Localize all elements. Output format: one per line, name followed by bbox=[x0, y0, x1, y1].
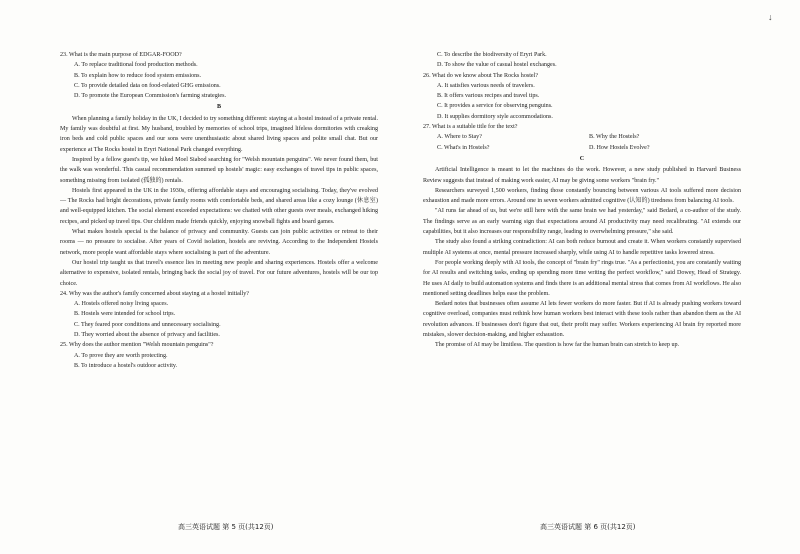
left_column-para-10: Our hostel trip taught us that travel's essence lies in meeting new people and sharing experiences. Hostels offer a welcome alternative to expensive, isolated rentals, bringing back the social joy of travel. For our future adventures, hostels will be our top choice. bbox=[60, 259, 378, 287]
passage-c-paragraph: Bedard notes that businesses often assume AI lets fewer workers do more faster. But if AI is already pushing workers toward cognitive overload, companies must rethink how human workers best interact with these tools rather than abandon them as the AI revolution advances. If businesses don't figure that out, their profit may suffer. Workers experiencing AI brain fry reported more mistakes, slower decision-making, and higher exhaustion. bbox=[423, 301, 741, 339]
left_column-opt-3: C. To provide detailed data on food-related GHG emissions. bbox=[74, 82, 221, 89]
passage-c-paragraph: The study also found a striking contradiction: AI can both reduce burnout and create it. When workers constantly supervised multiple AI systems at once, mental pressure increased sharply, while using AI to handle repetitive tasks lowered stress. bbox=[423, 239, 741, 256]
footer-page-5: 高三英语试题 第 5 页(共12页) bbox=[178, 523, 274, 531]
left_column-para-9: What makes hostels special is the balance of privacy and community. Guests can join public activities or retreat to their rooms — no pressure to socialise. After years of Covid isolation, hostels are reviving. According to the Independent Hostels network, more people want affordable stays where socialising is part of the adventure. bbox=[60, 229, 378, 256]
left_column-opt-4: D. To promote the European Commission's farming strategies. bbox=[74, 93, 227, 100]
passage-c-paragraph: Researchers surveyed 1,500 workers, finding those constantly bouncing between various AI tools suffered more decision exhaustion and made more errors. Around one in seven workers admitted cognitive (认知的) tiredness from balancing AI tools. bbox=[423, 187, 741, 205]
q27-options-row-1 bbox=[437, 132, 741, 142]
passage-c-paragraph: Artificial Intelligence is meant to let the machines do the work. However, a new study published in Harvard Business Review suggests that instead of making work easier, AI may be giving some workers "brain fry." bbox=[423, 167, 741, 184]
left_column-q-0: 23. What is the main purpose of EDGAR-FOOD? bbox=[60, 52, 182, 58]
left_column-opt-1: A. To replace traditional food production methods. bbox=[74, 62, 198, 69]
q27-options-row-2 bbox=[437, 143, 741, 153]
left-column bbox=[60, 50, 378, 520]
right_column_top-opt-3: A. It satisfies various needs of travelers. bbox=[437, 82, 535, 89]
right_column_top-opt-1: D. To show the value of casual hostel exchanges. bbox=[437, 62, 557, 69]
q27-option-b: B. Why the Hostels? bbox=[589, 134, 640, 141]
left_column-opt-2: B. To explain how to reduce food system emissions. bbox=[74, 72, 202, 79]
right_column_top-q-2: 26. What do we know about The Rocks hostel? bbox=[423, 72, 539, 79]
left_column-opt-15: D. They worried about the absence of privacy and facilities. bbox=[74, 332, 220, 339]
left_column-para-6: When planning a family holiday in the UK, I decided to try something different: staying at a hostel instead of a private rental. My family was doubtful at first. My husband, troubled by memories of school trips, imagined lifeless dormitories with creaking iron beds and cold public spaces and our sons were unenthusiastic about shared living spaces and polite small chat. But our experience at The Rocks hostel in Eryri National Park changed everything. bbox=[60, 115, 378, 153]
left_column-para-8: Hostels first appeared in the UK in the 1930s, offering affordable stays and encouraging socialising. Today, they've evolved — The Rocks had bright decorations, private family rooms with comfortable beds, and shared areas like a cozy lounge (休息室) and well-equipped kitchen. The social element exceeded expectations: we chatted with other guests over meals, exchanged hiking recipes, and picked up travel tips. Our children made friends quickly, enjoying snowball fights and board games. bbox=[60, 187, 378, 225]
footer-page-6: 高三英语试题 第 6 页(共12页) bbox=[540, 523, 636, 531]
left_column-q-11: 24. Why was the author's family concerned about staying at a hostel initially? bbox=[60, 290, 249, 297]
left_column-opt-18: B. To introduce a hostel's outdoor activity. bbox=[74, 362, 178, 369]
right_column_top-q-7: 27. What is a suitable title for the text? bbox=[423, 124, 518, 131]
left_column-para-7: Inspired by a fellow guest's tip, we hiked Moel Siabod searching for "Welsh mountain penguins". We never found them, but the walk was wonderful. This casual recommendation summed up hostels' magic: easy exchanges of travel tips in public spaces, something missing from isolated (孤独的) rentals. bbox=[60, 156, 378, 184]
right_column_top-opt-5: C. It provides a service for observing penguins. bbox=[437, 103, 553, 110]
left_column-q-16: 25. Why does the author mention "Welsh mountain penguins"? bbox=[60, 342, 214, 349]
corner-mark: ↓ bbox=[768, 12, 773, 22]
passage-c-paragraph: "AI runs far ahead of us, but we're still here with the same brain we had yesterday," said Bedard, a co-author of the study. The findings serve as an early warning sign that expectations around AI productivity may need recalibrating. "AI extends our capabilities, but it also increases our responsibility range, leading to overwhelming pressure," she said. bbox=[423, 208, 741, 236]
left_column-opt-13: B. Hostels were intended for school trips. bbox=[74, 311, 176, 318]
passage-c-paragraph: The promise of AI may be limitless. The question is how far the human brain can stretch to keep up. bbox=[435, 342, 680, 349]
left_column-opt-12: A. Hostels offered noisy living spaces. bbox=[74, 301, 169, 308]
right-column bbox=[423, 50, 741, 520]
q27-option-a: A. Where to Stay? bbox=[437, 134, 482, 141]
passage-c-paragraph: For people working deeply with AI tools, the concept of "brain fry" rings true. "As a perfectionist, you are constantly waiting for AI results and switching tasks, ending up spending more time writing the perfect workflow," said Dowey, Head of Strategy. He uses AI daily to build automation systems and finds there is an additional mental stress that comes from AI workflows. He also mentioned setting deadlines helps ease the problem. bbox=[423, 259, 741, 297]
right_column_top-opt-0: C. To describe the biodiversity of Eryri Park. bbox=[437, 52, 547, 58]
right_column_top-opt-4: B. It offers various recipes and travel tips. bbox=[437, 93, 540, 100]
section-heading-c: C bbox=[579, 155, 585, 162]
q27-option-c: C. What's in Hostels? bbox=[437, 144, 490, 151]
left_column-opt-14: C. They feared poor conditions and unnecessary socialising. bbox=[74, 321, 221, 328]
left_column-sec-5: B bbox=[216, 104, 222, 111]
q27-option-d: D. How Hostels Evolve? bbox=[589, 144, 650, 151]
left_column-opt-17: A. To prove they are worth protecting. bbox=[74, 352, 168, 359]
right_column_top-opt-6: D. It supplies dormitory style accommodations. bbox=[437, 113, 553, 120]
